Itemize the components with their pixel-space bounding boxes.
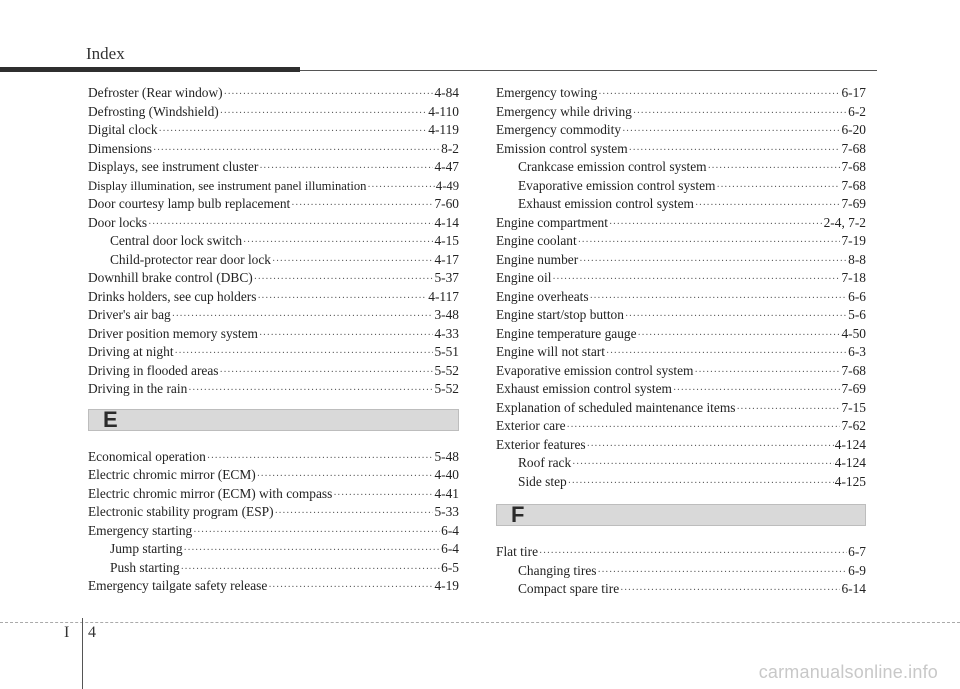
page-number: 4 <box>88 624 96 641</box>
footer-section-label: I <box>64 624 70 641</box>
index-entry: Door courtesy lamp bulb replacement ····· 7-60 <box>88 195 459 214</box>
index-entry: Exterior care ····· 7-62 <box>496 417 866 436</box>
index-subentry: Roof rack ····· 4-124 <box>496 454 866 473</box>
index-entry: Electric chromic mirror (ECM) ····· 4-40 <box>88 466 459 485</box>
index-entry: Flat tire ····· 6-7 <box>496 543 866 562</box>
index-entry: Engine temperature gauge ····· 4-50 <box>496 325 866 344</box>
index-entry: Electric chromic mirror (ECM) with compass ····· 4-41 <box>88 485 459 504</box>
index-entry: Engine coolant ····· 7-19 <box>496 232 866 251</box>
index-entry: Engine compartment ····· 2-4, 7-2 <box>496 214 866 233</box>
index-subentry: Jump starting ····· 6-4 <box>88 540 459 559</box>
index-entry: Economical operation ····· 5-48 <box>88 448 459 467</box>
header-rule <box>300 70 877 71</box>
index-subentry: Exhaust emission control system ····· 7-69 <box>496 195 866 214</box>
index-entry: Drinks holders, see cup holders ····· 4-117 <box>88 288 459 307</box>
watermark: carmanualsonline.info <box>758 662 938 682</box>
index-subentry: Crankcase emission control system ····· 7-68 <box>496 158 866 177</box>
index-entry: Exterior features ····· 4-124 <box>496 436 866 455</box>
index-entry: Door locks ····· 4-14 <box>88 214 459 233</box>
index-entry: Engine will not start ····· 6-3 <box>496 343 866 362</box>
index-entry: Downhill brake control (DBC) ····· 5-37 <box>88 269 459 288</box>
left-column <box>88 84 459 596</box>
index-entry: Engine oil ····· 7-18 <box>496 269 866 288</box>
section-header-f: F <box>496 504 866 526</box>
index-entry: Displays, see instrument cluster ····· 4-47 <box>88 158 459 177</box>
index-subentry: Side step ····· 4-125 <box>496 473 866 492</box>
index-subentry: Central door lock switch ····· 4-15 <box>88 232 459 251</box>
index-entry: Engine start/stop button ····· 5-6 <box>496 306 866 325</box>
index-entry: Digital clock ····· 4-119 <box>88 121 459 140</box>
index-subentry: Child-protector rear door lock ····· 4-17 <box>88 251 459 270</box>
index-entry: Electronic stability program (ESP) ····· 5-33 <box>88 503 459 522</box>
index-entry: Driver position memory system ····· 4-33 <box>88 325 459 344</box>
index-entry: Exhaust emission control system ····· 7-69 <box>496 380 866 399</box>
header-bar <box>0 67 300 72</box>
page-title: Index <box>86 44 125 63</box>
index-entry: Engine number ····· 8-8 <box>496 251 866 270</box>
index-entry: Emergency while driving ····· 6-2 <box>496 103 866 122</box>
index-entry: Emergency towing ····· 6-17 <box>496 84 866 103</box>
index-entry: Driving in flooded areas ····· 5-52 <box>88 362 459 381</box>
index-entry: Emergency commodity ····· 6-20 <box>496 121 866 140</box>
index-subentry: Changing tires ····· 6-9 <box>496 562 866 581</box>
footer-rule <box>0 622 960 623</box>
footer-divider <box>82 618 83 689</box>
index-entry: Engine overheats ····· 6-6 <box>496 288 866 307</box>
index-entry: Defrosting (Windshield) ····· 4-110 <box>88 103 459 122</box>
index-subentry: Evaporative emission control system ····· 7-68 <box>496 177 866 196</box>
right-column <box>496 84 866 599</box>
index-entry: Explanation of scheduled maintenance items ····· 7-15 <box>496 399 866 418</box>
index-entry: Evaporative emission control system ····· 7-68 <box>496 362 866 381</box>
index-entry: Dimensions ····· 8-2 <box>88 140 459 159</box>
index-subentry: Compact spare tire ····· 6-14 <box>496 580 866 599</box>
section-header-e: E <box>88 409 459 431</box>
index-entry: Driving at night ····· 5-51 <box>88 343 459 362</box>
index-entry: Display illumination, see instrument panel illumination ····· 4-49 <box>88 177 459 196</box>
index-entry: Emission control system ····· 7-68 <box>496 140 866 159</box>
index-entry: Emergency tailgate safety release ····· 4-19 <box>88 577 459 596</box>
index-entry: Defroster (Rear window) ····· 4-84 <box>88 84 459 103</box>
index-entry: Driving in the rain ····· 5-52 <box>88 380 459 399</box>
index-entry: Driver's air bag ····· 3-48 <box>88 306 459 325</box>
index-subentry: Push starting ····· 6-5 <box>88 559 459 578</box>
index-entry: Emergency starting ····· 6-4 <box>88 522 459 541</box>
